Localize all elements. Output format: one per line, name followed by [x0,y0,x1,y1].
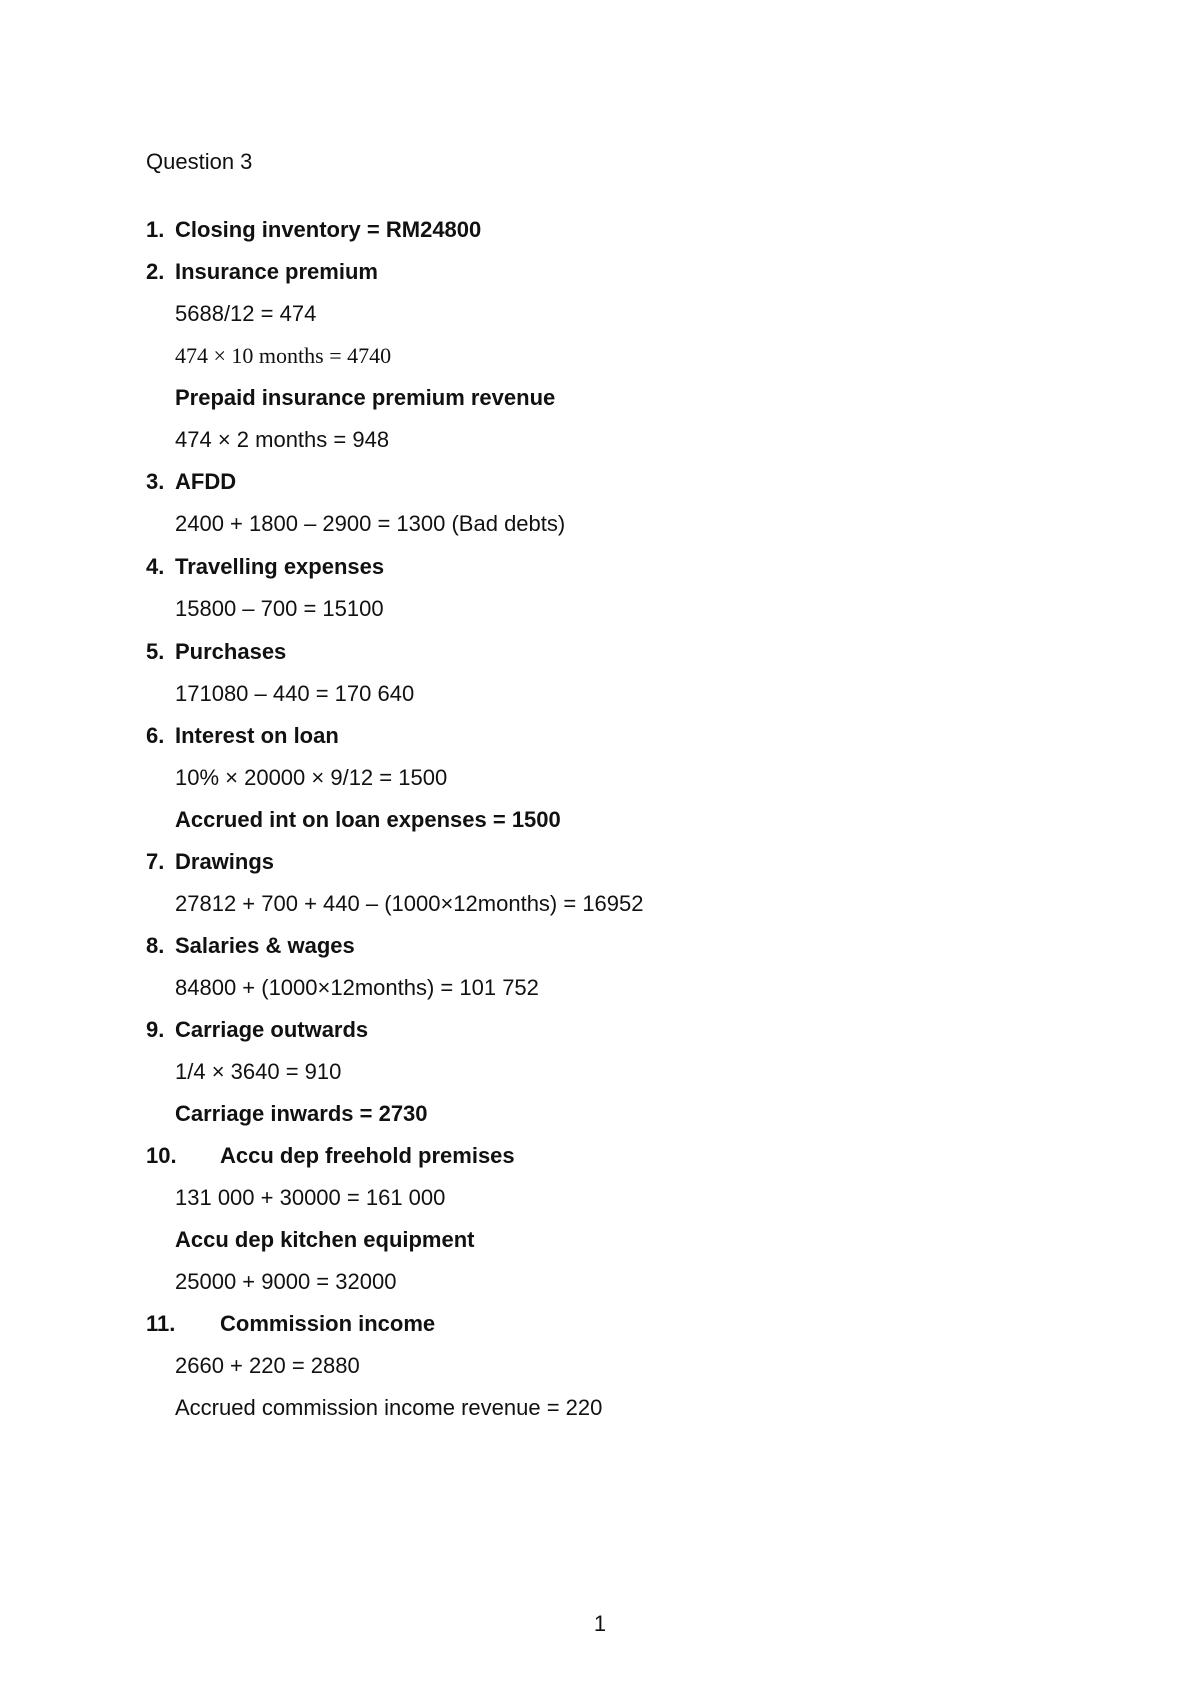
item-number-6: 6. [146,723,165,748]
drawings-calc: 27812 + 700 + 440 – (1000×12months) = 16952 [175,891,644,916]
commission-calc: 2660 + 220 = 2880 [175,1353,360,1378]
item-heading-2: Insurance premium [175,259,378,284]
item-heading-1: Closing inventory = RM24800 [175,217,482,242]
afdd-calc: 2400 + 1800 – 2900 = 1300 (Bad debts) [175,511,566,536]
item-heading-6: Interest on loan [175,723,339,748]
page-number: 1 [593,1611,607,1636]
item-number-4: 4. [146,554,165,579]
prepaid-insurance-calc: 474 × 2 months = 948 [175,427,390,452]
accrued-interest-line: Accrued int on loan expenses = 1500 [175,807,561,832]
interest-calc: 10% × 20000 × 9/12 = 1500 [175,765,448,790]
item-number-5: 5. [146,639,165,664]
item-heading-11: Commission income [220,1311,436,1336]
item-heading-8: Salaries & wages [175,933,355,958]
item-number-7: 7. [146,849,165,874]
item-heading-9: Carriage outwards [175,1017,369,1042]
item-number-8: 8. [146,933,165,958]
item-heading-3: AFDD [175,469,237,494]
carriage-outwards-calc: 1/4 × 3640 = 910 [175,1059,342,1084]
salaries-calc: 84800 + (1000×12months) = 101 752 [175,975,539,1000]
item-heading-4: Travelling expenses [175,554,385,579]
travelling-calc: 15800 – 700 = 15100 [175,596,384,621]
purchases-calc: 171080 – 440 = 170 640 [175,681,415,706]
item-heading-5: Purchases [175,639,287,664]
item-heading-7: Drawings [175,849,275,874]
item-number-10: 10. [146,1143,177,1168]
kitchen-dep-calc: 25000 + 9000 = 32000 [175,1269,397,1294]
kitchen-dep-heading: Accu dep kitchen equipment [175,1227,475,1252]
insurance-calc-2: 474 × 10 months = 4740 [175,343,392,368]
accrued-commission-line: Accrued commission income revenue = 220 [175,1395,603,1420]
freehold-dep-calc: 131 000 + 30000 = 161 000 [175,1185,446,1210]
item-number-9: 9. [146,1017,165,1042]
item-number-11: 11. [146,1311,176,1336]
prepaid-insurance-heading: Prepaid insurance premium revenue [175,385,556,410]
item-number-3: 3. [146,469,165,494]
item-number-2: 2. [146,259,165,284]
document-title: Question 3 [146,149,253,174]
carriage-inwards-line: Carriage inwards = 2730 [175,1101,428,1126]
item-number-1: 1. [146,217,165,242]
item-heading-10: Accu dep freehold premises [220,1143,515,1168]
insurance-calc-1: 5688/12 = 474 [175,301,317,326]
